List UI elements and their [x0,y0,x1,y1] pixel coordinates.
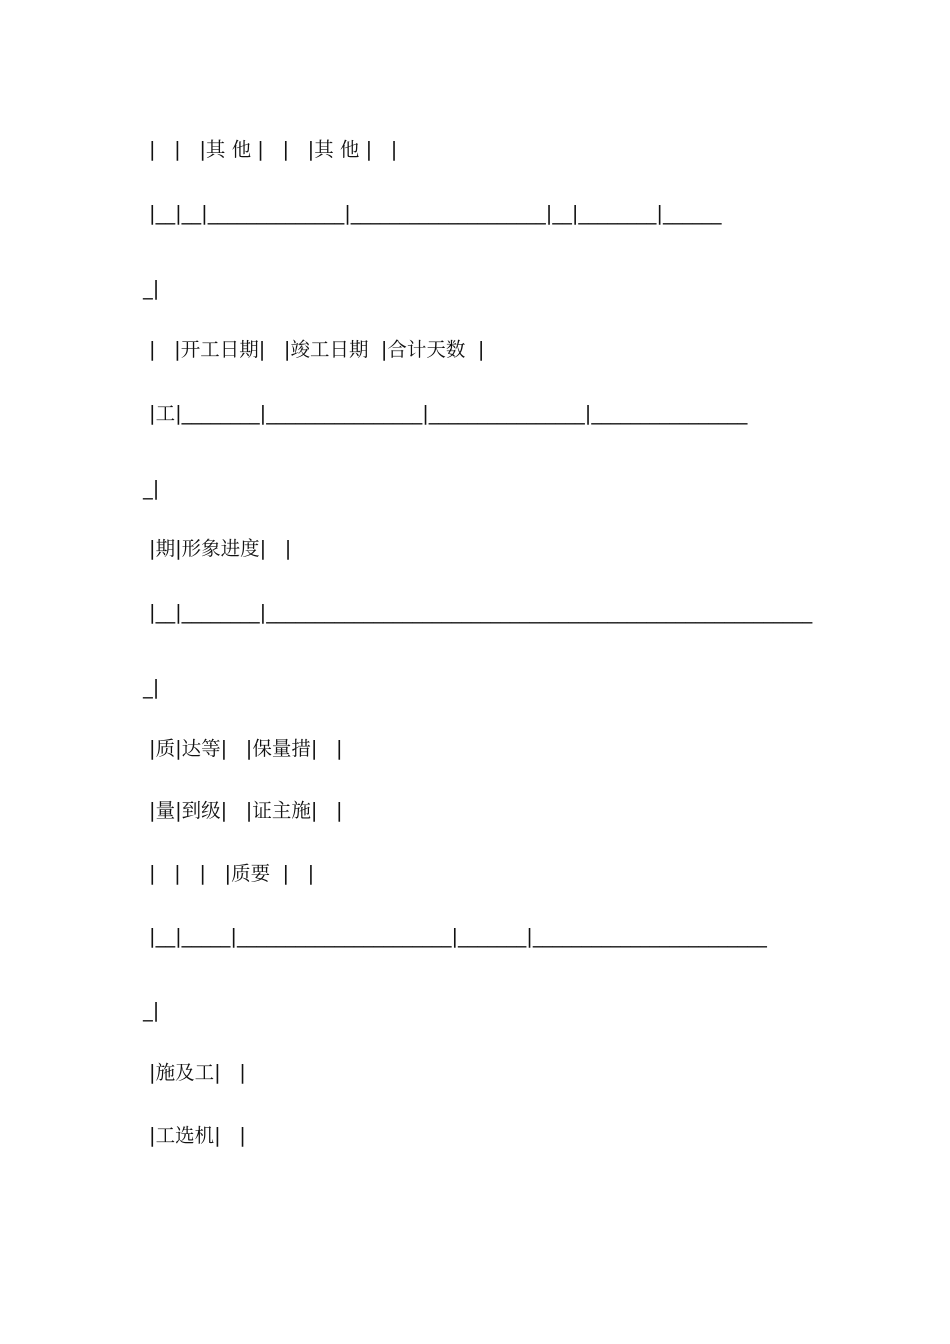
table-row-dates-header: | |开工日期| |竣工日期 |合计天数 | [149,338,485,361]
table-row-separator-end: _| [143,477,160,500]
table-row-construction-1: |施及工| | [149,1061,246,1084]
table-row-construction-2: |工选机| | [149,1124,246,1147]
table-row-separator-end: _| [143,277,160,300]
table-row-separator: |工|________|________________|________________|________________ [149,402,748,425]
table-row-separator-end: _| [143,676,160,699]
table-row-separator: |__|_____|______________________|_______|________________________ [149,925,767,948]
table-row-quality-3: | | | |质要 | | [149,862,315,885]
table-row-separator: |__|__|______________|____________________|__|________|______ [149,202,722,225]
table-row-progress: |期|形象进度| | [149,537,292,560]
table-row-other-header: | | |其 他 | | |其 他 | | [149,138,398,161]
table-row-quality-2: |量|到级| |证主施| | [149,799,343,822]
table-row-separator-end: _| [143,999,160,1022]
table-row-quality-1: |质|达等| |保量措| | [149,737,343,760]
table-row-separator: |__|________|________________________________________________________ [149,601,813,624]
